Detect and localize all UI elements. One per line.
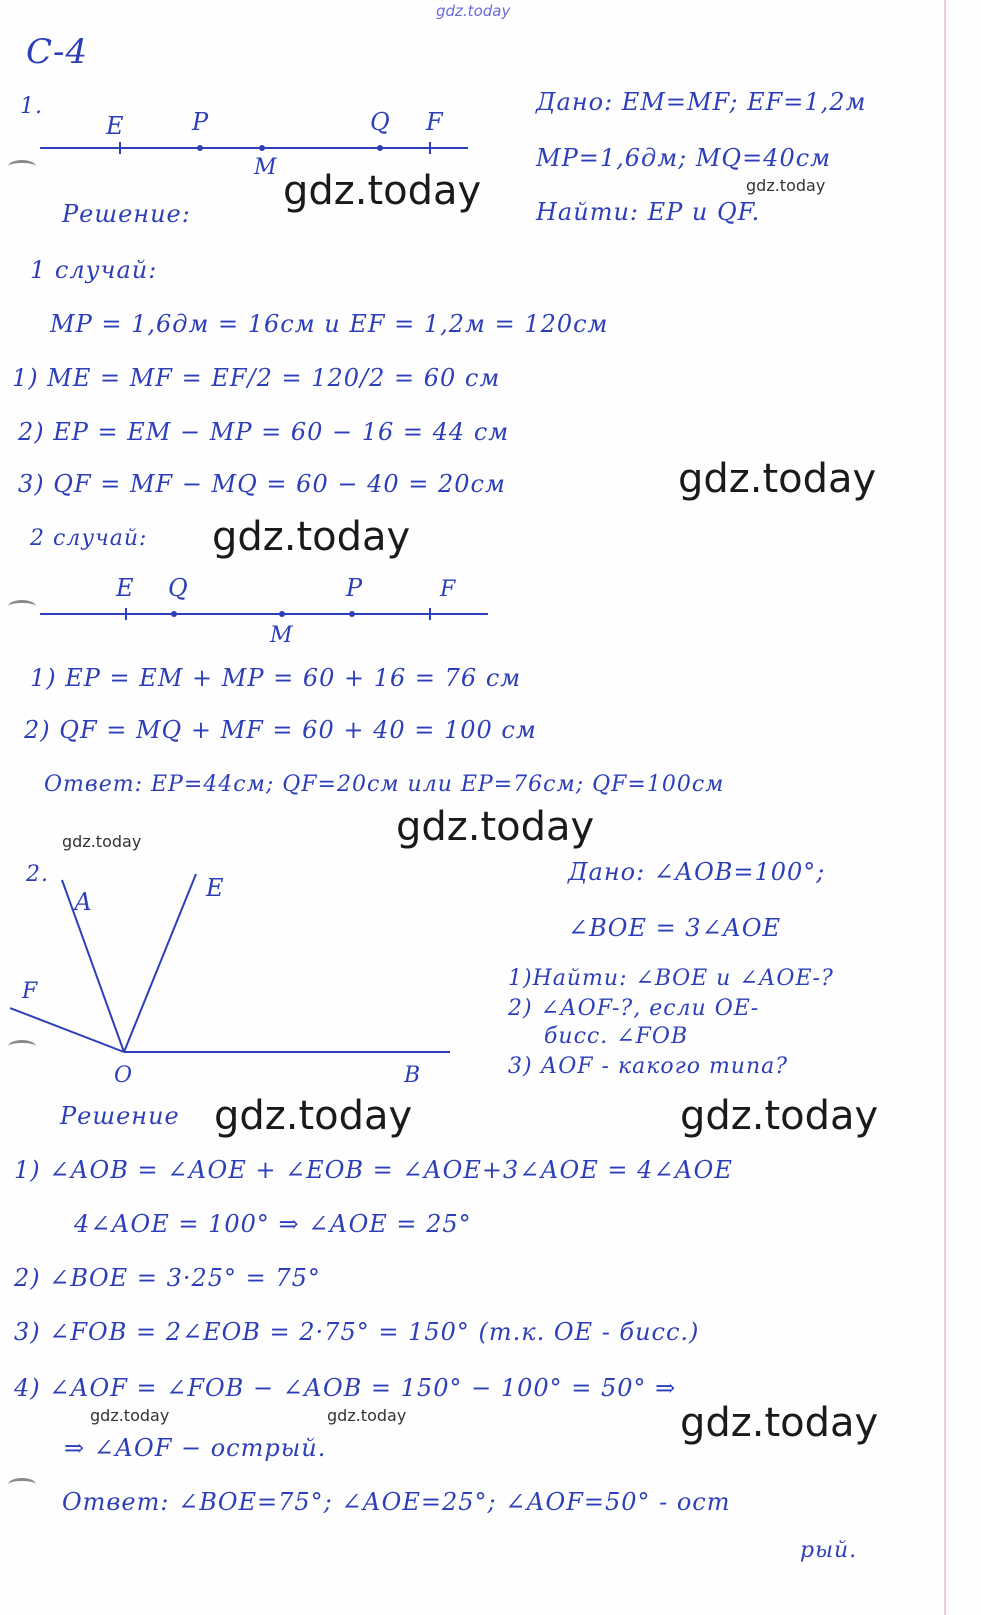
watermark: gdz.today bbox=[680, 1093, 879, 1139]
angle-diagram bbox=[10, 860, 470, 1090]
label-f: F bbox=[440, 577, 456, 602]
label-m: М bbox=[270, 623, 293, 648]
watermark: gdz.today bbox=[678, 456, 877, 502]
watermark-small: gdz.today bbox=[62, 832, 142, 851]
watermark: gdz.today bbox=[283, 168, 482, 214]
task2-step4b: ⇒ ∠АОF − острый. bbox=[64, 1434, 327, 1462]
ray-of bbox=[10, 1008, 124, 1052]
case1-conversion: МР = 1,6дм = 16см и ЕF = 1,2м = 120см bbox=[50, 310, 609, 338]
watermark: gdz.today bbox=[212, 514, 411, 560]
label-q: Q bbox=[168, 574, 188, 602]
label-q: Q bbox=[370, 108, 390, 136]
point-q bbox=[377, 145, 383, 151]
solution-heading-2: Решение bbox=[60, 1102, 180, 1130]
case1-step3: 3) QF = МF − МQ = 60 − 40 = 20см bbox=[18, 470, 506, 498]
answer-2-tail: рый. bbox=[800, 1538, 858, 1563]
segment-diagram-case1 bbox=[40, 100, 480, 180]
label-p: Р bbox=[192, 108, 209, 136]
given-1: Дано: ЕМ=МF; ЕF=1,2м bbox=[536, 88, 867, 116]
punch-hole-mark bbox=[8, 1478, 36, 1491]
case1-heading: 1 случай: bbox=[30, 256, 158, 284]
task2-find-4: 3) АОF - какого типа? bbox=[508, 1054, 789, 1079]
task2-step3: 3) ∠FОВ = 2∠ЕОВ = 2·75° = 150° (т.к. ОЕ - бисс.) bbox=[14, 1318, 700, 1346]
watermark-small: gdz.today bbox=[746, 176, 826, 195]
case1-step1: 1) МЕ = МF = ЕF/2 = 120/2 = 60 см bbox=[12, 364, 501, 392]
given-2: МР=1,6дм; МQ=40см bbox=[536, 144, 832, 172]
label-m: М bbox=[254, 155, 277, 180]
task2-find-1: 1)Найти: ∠ВОЕ и ∠АОЕ-? bbox=[508, 966, 834, 991]
point-p bbox=[349, 611, 355, 617]
label-p: Р bbox=[346, 574, 363, 602]
task2-given-2: ∠ВОЕ = 3∠АОЕ bbox=[568, 914, 782, 942]
task2-given-1: Дано: ∠АОВ=100°; bbox=[568, 858, 826, 886]
watermark-small: gdz.today bbox=[90, 1406, 170, 1425]
case2-heading: 2 случай: bbox=[30, 526, 148, 551]
case1-step2: 2) ЕР = ЕМ − МР = 60 − 16 = 44 см bbox=[18, 418, 510, 446]
find-1: Найти: ЕР и QF. bbox=[536, 198, 761, 226]
watermark: gdz.today bbox=[396, 804, 595, 850]
point-p bbox=[197, 145, 203, 151]
segment-diagram-case2 bbox=[40, 570, 500, 650]
label-e: Е bbox=[116, 574, 134, 602]
task2-step4a: 4) ∠АОF = ∠FОВ − ∠АОВ = 150° − 100° = 50° ⇒ bbox=[14, 1374, 677, 1402]
label-f: F bbox=[22, 979, 38, 1004]
watermark-small: gdz.today bbox=[327, 1406, 407, 1425]
label-a: А bbox=[74, 888, 93, 916]
punch-hole-mark bbox=[8, 160, 36, 173]
point-m bbox=[259, 145, 265, 151]
label-o: О bbox=[114, 1063, 133, 1088]
margin-line bbox=[944, 0, 946, 1615]
watermark-top: gdz.today bbox=[436, 2, 511, 20]
task1-number: 1. bbox=[20, 94, 43, 119]
case2-step1: 1) ЕР = ЕМ + МР = 60 + 16 = 76 см bbox=[30, 664, 522, 692]
page-title: С-4 bbox=[26, 32, 89, 72]
label-e: Е bbox=[206, 874, 224, 902]
task2-find-2: 2) ∠АОF-?, если ОЕ- bbox=[508, 996, 760, 1021]
label-b: В bbox=[404, 1063, 421, 1088]
ray-oe bbox=[124, 874, 196, 1052]
watermark: gdz.today bbox=[214, 1093, 413, 1139]
answer-1: Ответ: ЕР=44см; QF=20см или ЕР=76см; QF=100см bbox=[44, 772, 725, 797]
answer-2: Ответ: ∠ВОЕ=75°; ∠АОЕ=25°; ∠АОF=50° - ост bbox=[62, 1488, 731, 1516]
task2-step2: 2) ∠ВОЕ = 3·25° = 75° bbox=[14, 1264, 321, 1292]
watermark: gdz.today bbox=[680, 1400, 879, 1446]
punch-hole-mark bbox=[8, 600, 36, 613]
point-m bbox=[279, 611, 285, 617]
case2-step2: 2) QF = МQ + МF = 60 + 40 = 100 см bbox=[24, 716, 537, 744]
ray-oa bbox=[62, 880, 124, 1052]
label-e: Е bbox=[106, 112, 124, 140]
solution-heading-1: Решение: bbox=[62, 200, 191, 228]
task2-find-3: бисс. ∠FОВ bbox=[544, 1024, 689, 1049]
label-f: F bbox=[426, 108, 443, 136]
task2-step1b: 4∠АОЕ = 100° ⇒ ∠АОЕ = 25° bbox=[74, 1210, 472, 1238]
point-q bbox=[171, 611, 177, 617]
task2-step1a: 1) ∠АОВ = ∠АОЕ + ∠ЕОВ = ∠АОЕ+3∠АОЕ = 4∠АОЕ bbox=[14, 1156, 733, 1184]
task2-number: 2. bbox=[26, 862, 49, 887]
